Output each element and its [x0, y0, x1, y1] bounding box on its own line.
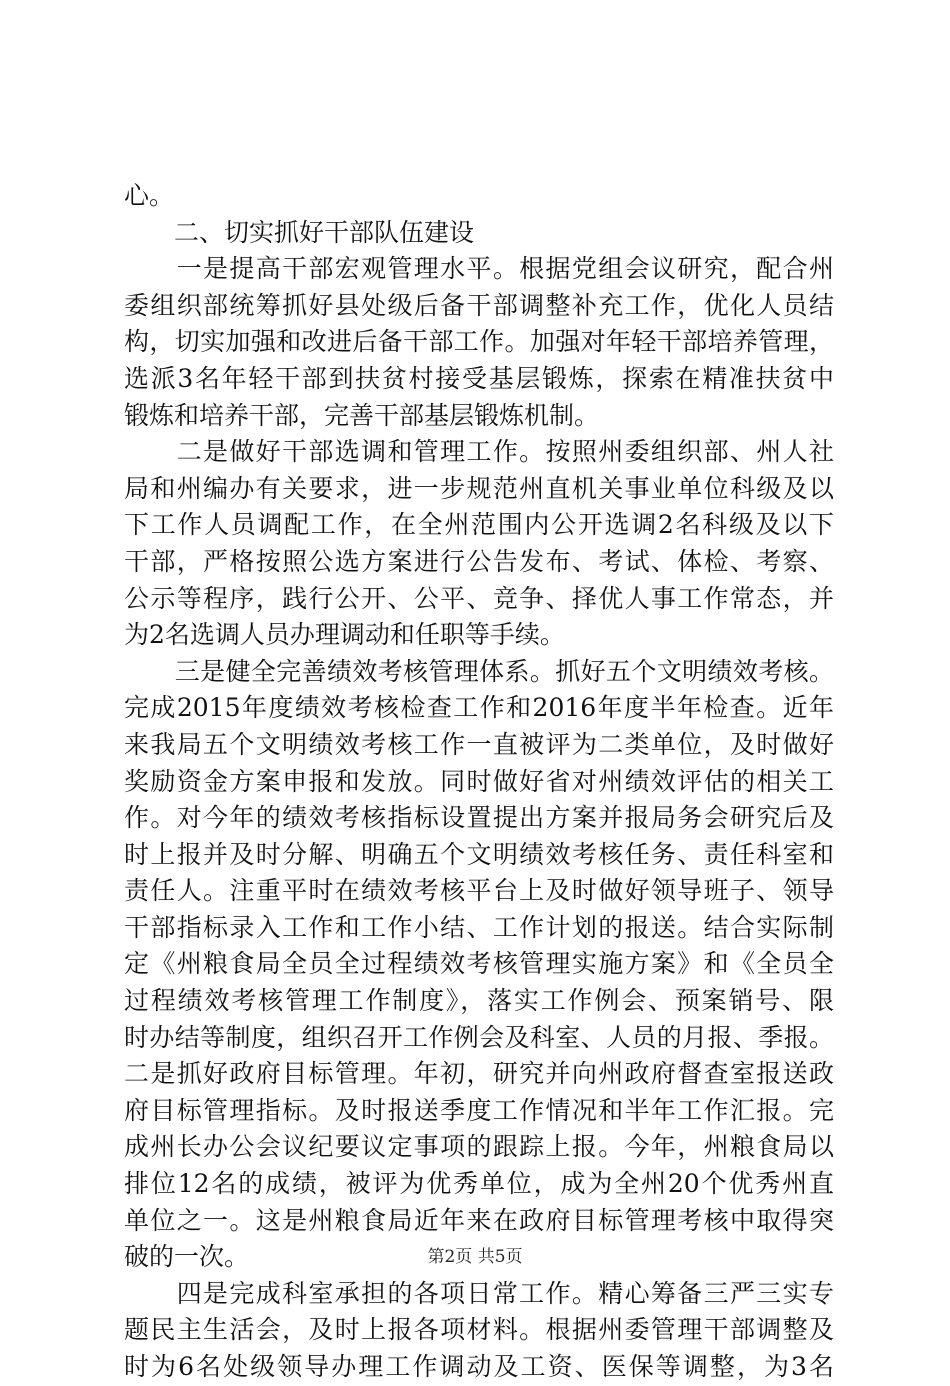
text-line: 过程绩效考核管理工作制度》，落实工作例会、预案销号、限: [124, 986, 834, 1016]
text-line: 选派3名年轻干部到扶贫村接受基层锻炼，探索在精准扶贫中: [124, 363, 834, 393]
text-line: 公示等程序，践行公开、公平、竞争、择优人事工作常态，并: [124, 583, 834, 613]
body-text: [124, 178, 834, 1386]
text-line: 奖励资金方案申报和发放。同时做好省对州绩效评估的相关工: [124, 766, 834, 796]
text-line: 四是完成科室承担的各项日常工作。精心筹备三严三实专: [124, 1278, 834, 1308]
text-line: 来我局五个文明绩效考核工作一直被评为二类单位，及时做好: [124, 729, 834, 759]
text-line: 二是做好干部选调和管理工作。按照州委组织部、州人社: [124, 437, 834, 467]
text-line: 局和州编办有关要求，进一步规范州直机关事业单位科级及以: [124, 473, 834, 503]
text-line: 心。: [124, 181, 175, 210]
text-line: 题民主生活会，及时上报各项材料。根据州委管理干部调整及: [124, 1315, 834, 1345]
text-line: 完成2015年度绩效考核检查工作和2016年度半年检查。近年: [124, 693, 834, 723]
text-line: 下工作人员调配工作，在全州范围内公开选调2名科级及以下: [124, 510, 834, 540]
text-line: 时上报并及时分解、明确五个文明绩效考核任务、责任科室和: [124, 839, 834, 869]
page-number-footer: 第2页 共5页: [427, 1247, 523, 1267]
text-line: 一是提高干部宏观管理水平。根据党组会议研究，配合州: [124, 254, 834, 284]
section-heading: 二、切实抓好干部队伍建设: [124, 217, 475, 247]
text-line: 锻炼和培养干部，完善干部基层锻炼机制。: [124, 400, 600, 430]
text-line: 构，切实加强和改进后备干部工作。加强对年轻干部培养管理，: [124, 327, 834, 357]
text-line: 成州长办公会议纪要议定事项的跟踪上报。今年，州粮食局以: [124, 1132, 834, 1162]
text-line: 时办结等制度，组织召开工作例会及科室、人员的月报、季报。: [124, 1022, 834, 1052]
text-line: 时为6名处级领导办理工作调动及工资、医保等调整，为3名: [124, 1352, 834, 1381]
text-line: 责任人。注重平时在绩效考核平台上及时做好领导班子、领导: [124, 876, 834, 906]
text-line: 三是健全完善绩效考核管理体系。抓好五个文明绩效考核。: [124, 656, 834, 686]
text-line: 府目标管理指标。及时报送季度工作情况和半年工作汇报。完: [124, 1095, 834, 1125]
text-line: 作。对今年的绩效考核指标设置提出方案并报局务会研究后及: [124, 803, 834, 833]
text-line: 为2名选调人员办理调动和任职等手续。: [124, 620, 565, 650]
text-line: 干部指标录入工作和工作小结、工作计划的报送。结合实际制: [124, 912, 834, 942]
text-line: 委组织部统筹抓好县处级后备干部调整补充工作，优化人员结: [124, 290, 834, 320]
text-line: 干部，严格按照公选方案进行公告发布、考试、体检、考察、: [124, 546, 834, 576]
text-line: 排位12名的成绩，被评为优秀单位，成为全州20个优秀州直: [124, 1169, 834, 1199]
text-line: 单位之一。这是州粮食局近年来在政府目标管理考核中取得突: [124, 1205, 834, 1235]
text-line: 破的一次。: [124, 1242, 250, 1272]
text-line: 二是抓好政府目标管理。年初，研究并向州政府督查室报送政: [124, 1059, 834, 1089]
text-line: 定《州粮食局全员全过程绩效考核管理实施方案》和《全员全: [124, 949, 834, 979]
